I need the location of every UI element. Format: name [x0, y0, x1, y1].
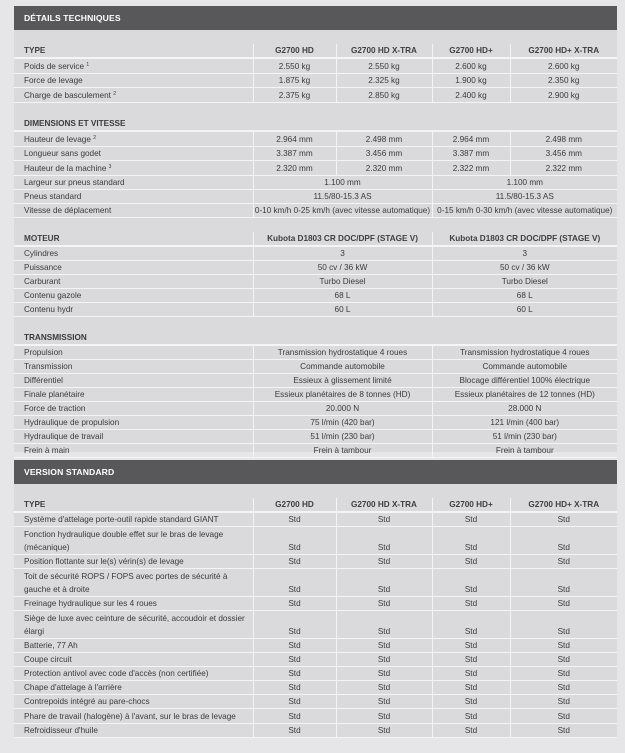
row-value: Std: [510, 611, 617, 639]
row-label: [14, 345, 253, 360]
row-value: 0-10 km/h 0-25 km/h (avec vitesse automatique): [253, 204, 432, 218]
table-row: [14, 303, 617, 317]
table-row: [14, 527, 617, 555]
row-value: Transmission hydrostatique 4 roues: [253, 345, 432, 360]
table-row: [14, 653, 617, 667]
model-header: G2700 HD: [253, 44, 336, 58]
row-label: [14, 416, 253, 430]
row-label: [14, 190, 253, 204]
row-value: 2.964 mm: [253, 131, 336, 147]
row-label-text: Hydraulique de propulsion: [24, 418, 120, 427]
row-value: 2.550 kg: [336, 58, 432, 74]
technical-details-title: DÉTAILS TECHNIQUES: [14, 6, 617, 30]
table-row: [14, 709, 617, 724]
row-label: [14, 512, 253, 527]
row-label-text: Propulsion: [24, 348, 63, 357]
row-value: 60 L: [432, 303, 617, 317]
row-label-text: Hauteur de levage: [24, 135, 91, 144]
row-value: Std: [336, 512, 432, 527]
model-header: G2700 HD+ X-TRA: [510, 498, 617, 512]
row-value: Blocage différentiel 100% électrique: [432, 374, 617, 388]
row-label-text: Position flottante sur le(s) vérin(s) de levage: [24, 557, 184, 566]
row-value: 68 L: [432, 289, 617, 303]
table-row: [14, 261, 617, 275]
row-value: Std: [253, 597, 336, 611]
row-value: Std: [510, 667, 617, 681]
row-value: Essieux planétaires de 12 tonnes (HD): [432, 388, 617, 402]
row-label-text: Force de levage: [24, 76, 83, 85]
row-value: 75 l/min (420 bar): [253, 416, 432, 430]
row-label-text: Longueur sans godet: [24, 149, 101, 158]
row-value: 3.387 mm: [253, 147, 336, 161]
row-value: 1.875 kg: [253, 74, 336, 88]
row-label-text: Transmission: [24, 362, 73, 371]
table-row: [14, 639, 617, 653]
row-value: Std: [336, 653, 432, 667]
row-label-text: Pneus standard: [24, 192, 82, 201]
model-header: G2700 HD X-TRA: [336, 498, 432, 512]
row-value: Std: [253, 653, 336, 667]
row-value: 2.322 mm: [510, 161, 617, 176]
table-row: [14, 360, 617, 374]
table-row: [14, 695, 617, 709]
row-value: 2.400 kg: [432, 88, 510, 103]
row-value: Std: [336, 667, 432, 681]
table-row: [14, 161, 617, 176]
row-value: 1.100 mm: [432, 176, 617, 190]
row-label-text: Finale planétaire: [24, 390, 85, 399]
row-value: Essieux planétaires de 8 tonnes (HD): [253, 388, 432, 402]
row-value: Std: [510, 512, 617, 527]
row-label-text: Différentiel: [24, 376, 63, 385]
row-value: Std: [253, 709, 336, 724]
table-row: [14, 444, 617, 458]
row-value: 2.964 mm: [432, 131, 510, 147]
row-value: Std: [336, 695, 432, 709]
row-label-text: Contrepoids intégré au pare-chocs: [24, 697, 150, 706]
row-value: Std: [510, 527, 617, 555]
row-label: [14, 303, 253, 317]
row-value: Std: [336, 681, 432, 695]
row-label: [14, 597, 253, 611]
row-label-text: Frein à main: [24, 446, 70, 455]
row-value: 2.320 mm: [253, 161, 336, 176]
row-value: Std: [336, 709, 432, 724]
row-label: [14, 147, 253, 161]
type-table: [14, 44, 617, 103]
row-label: [14, 709, 253, 724]
row-label-text: Batterie, 77 Ah: [24, 641, 78, 650]
row-label: [14, 681, 253, 695]
row-label: [14, 58, 253, 74]
table-row: [14, 667, 617, 681]
row-value: Std: [510, 695, 617, 709]
row-label: [14, 402, 253, 416]
model-header: G2700 HD+: [432, 498, 510, 512]
row-value: Std: [253, 569, 336, 597]
row-label: [14, 131, 253, 147]
row-label-text: Siège de luxe avec ceinture de sécurité, accoudoir et dossier élargi: [24, 614, 245, 636]
row-value: Turbo Diesel: [432, 275, 617, 289]
row-value: Std: [253, 695, 336, 709]
row-value: 11.5/80-15.3 AS: [432, 190, 617, 204]
row-label-text: Fonction hydraulique double effet sur le bras de levage (mécanique): [24, 530, 224, 552]
table-row: [14, 88, 617, 103]
row-value: Std: [336, 639, 432, 653]
row-value: Commande automobile: [432, 360, 617, 374]
table-row: [14, 289, 617, 303]
row-value: 121 l/min (400 bar): [432, 416, 617, 430]
row-label-text: Carburant: [24, 277, 61, 286]
footnote-marker: 1: [86, 62, 90, 68]
row-label-text: Poids de service: [24, 62, 85, 71]
row-value: 1.100 mm: [253, 176, 432, 190]
row-value: Std: [336, 569, 432, 597]
row-value: 3.387 mm: [432, 147, 510, 161]
row-value: 3: [432, 246, 617, 261]
table-row: [14, 374, 617, 388]
row-label: [14, 611, 253, 639]
row-label-text: Phare de travail (halogène) à l'avant, sur le bras de levage: [24, 712, 236, 721]
dimensions-table: [14, 117, 617, 218]
row-value: Std: [336, 597, 432, 611]
row-label: [14, 360, 253, 374]
row-label: [14, 527, 253, 555]
row-label: [14, 695, 253, 709]
row-value: Frein à tambour: [253, 444, 432, 458]
row-value: Std: [510, 569, 617, 597]
row-label-text: Contenu gazole: [24, 291, 82, 300]
row-value: Std: [432, 639, 510, 653]
row-value: Std: [432, 555, 510, 569]
row-value: 50 cv / 36 kW: [432, 261, 617, 275]
row-value: 3.456 mm: [510, 147, 617, 161]
model-header: G2700 HD+: [432, 44, 510, 58]
table-row: [14, 204, 617, 218]
row-label-text: Hauteur de la machine: [24, 164, 107, 173]
row-value: 2.550 kg: [253, 58, 336, 74]
row-label: [14, 74, 253, 88]
table-row: [14, 131, 617, 147]
row-value: 3: [253, 246, 432, 261]
table-row: [14, 597, 617, 611]
table-row: [14, 275, 617, 289]
table-row: [14, 388, 617, 402]
row-value: Std: [510, 653, 617, 667]
row-value: Std: [432, 667, 510, 681]
row-value: Std: [432, 709, 510, 724]
row-value: 2.498 mm: [510, 131, 617, 147]
row-value: Std: [253, 512, 336, 527]
row-value: Std: [432, 611, 510, 639]
footnote-marker: 3: [108, 164, 112, 170]
standard-table: [14, 498, 617, 738]
row-value: Std: [510, 555, 617, 569]
row-value: 3.456 mm: [336, 147, 432, 161]
row-value: 2.350 kg: [510, 74, 617, 88]
row-value: 51 l/min (230 bar): [432, 430, 617, 444]
row-value: 60 L: [253, 303, 432, 317]
standard-header-row: [14, 498, 617, 512]
table-row: [14, 512, 617, 527]
row-value: Std: [432, 569, 510, 597]
row-value: Std: [510, 681, 617, 695]
row-label-text: Vitesse de déplacement: [24, 206, 112, 215]
row-value: 2.900 kg: [510, 88, 617, 103]
type-header-row: [14, 44, 617, 58]
table-row: [14, 724, 617, 738]
row-label-text: Refroidisseur d'huile: [24, 726, 98, 735]
row-value: Std: [432, 724, 510, 738]
row-label: [14, 388, 253, 402]
row-label: [14, 444, 253, 458]
standard-version-title: VERSION STANDARD: [14, 460, 617, 484]
row-value: 11.5/80-15.3 AS: [253, 190, 432, 204]
row-value: 68 L: [253, 289, 432, 303]
dimensions-section-row: [14, 117, 617, 131]
transmission-title: TRANSMISSION: [14, 331, 617, 345]
table-row: [14, 569, 617, 597]
row-label: [14, 275, 253, 289]
row-value: 2.850 kg: [336, 88, 432, 103]
row-value: 2.498 mm: [336, 131, 432, 147]
engine-model-header: Kubota D1803 CR DOC/DPF (STAGE V): [253, 232, 432, 246]
dimensions-title: DIMENSIONS ET VITESSE: [14, 117, 617, 131]
row-value: 50 cv / 36 kW: [253, 261, 432, 275]
row-value: Std: [253, 555, 336, 569]
row-label-text: Largeur sur pneus standard: [24, 178, 125, 187]
row-value: 2.375 kg: [253, 88, 336, 103]
row-label: [14, 161, 253, 176]
footnote-marker: 2: [113, 91, 116, 97]
model-header: G2700 HD X-TRA: [336, 44, 432, 58]
row-value: Std: [336, 527, 432, 555]
row-value: 2.600 kg: [510, 58, 617, 74]
table-row: [14, 402, 617, 416]
table-row: [14, 430, 617, 444]
row-value: Std: [253, 611, 336, 639]
standard-version-panel: [14, 460, 617, 738]
row-value: Std: [253, 681, 336, 695]
row-label-text: Protection antivol avec code d'accès (non certifiée): [24, 669, 209, 678]
table-row: [14, 416, 617, 430]
table-row: [14, 58, 617, 74]
row-value: 2.320 mm: [336, 161, 432, 176]
row-value: Std: [336, 555, 432, 569]
row-value: Std: [510, 724, 617, 738]
footnote-marker: 2: [93, 135, 96, 141]
table-row: [14, 246, 617, 261]
row-value: 1.900 kg: [432, 74, 510, 88]
row-value: Commande automobile: [253, 360, 432, 374]
table-row: [14, 176, 617, 190]
row-label-text: Toit de sécurité ROPS / FOPS avec portes de sécurité à gauche et à droite: [24, 572, 228, 594]
row-label: [14, 724, 253, 738]
row-value: Std: [432, 597, 510, 611]
row-label-text: Freinage hydraulique sur les 4 roues: [24, 599, 157, 608]
standard-type-label: TYPE: [14, 498, 253, 512]
row-label: [14, 88, 253, 103]
row-value: Std: [253, 639, 336, 653]
row-label: [14, 653, 253, 667]
technical-details-panel: [14, 6, 617, 455]
row-value: 2.322 mm: [432, 161, 510, 176]
engine-header-row: [14, 232, 617, 246]
row-label-text: Charge de basculement: [24, 91, 111, 100]
row-label: [14, 204, 253, 218]
row-value: 51 l/min (230 bar): [253, 430, 432, 444]
row-label: [14, 555, 253, 569]
table-row: [14, 555, 617, 569]
row-label: [14, 667, 253, 681]
row-value: Std: [510, 639, 617, 653]
row-value: 2.325 kg: [336, 74, 432, 88]
row-value: Frein à tambour: [432, 444, 617, 458]
engine-title: MOTEUR: [14, 232, 253, 246]
row-value: Std: [336, 724, 432, 738]
row-label-text: Coupe circuit: [24, 655, 72, 664]
row-value: Std: [432, 681, 510, 695]
row-value: Essieux à glissement limité: [253, 374, 432, 388]
row-value: 28.000 N: [432, 402, 617, 416]
model-header: G2700 HD: [253, 498, 336, 512]
row-value: Std: [253, 527, 336, 555]
row-label-text: Cylindres: [24, 249, 59, 258]
row-value: Std: [510, 597, 617, 611]
table-row: [14, 345, 617, 360]
engine-table: [14, 232, 617, 317]
type-header-label: TYPE: [14, 44, 253, 58]
row-label: [14, 569, 253, 597]
row-label: [14, 289, 253, 303]
transmission-section-row: [14, 331, 617, 345]
transmission-table: [14, 331, 617, 458]
row-value: Std: [432, 695, 510, 709]
row-value: 20.000 N: [253, 402, 432, 416]
row-label-text: Chape d'attelage à l'arrière: [24, 683, 122, 692]
row-value: Std: [253, 724, 336, 738]
row-value: Turbo Diesel: [253, 275, 432, 289]
row-value: Std: [253, 667, 336, 681]
row-value: Std: [510, 709, 617, 724]
row-label-text: Contenu hydr: [24, 305, 74, 314]
table-row: [14, 147, 617, 161]
table-row: [14, 681, 617, 695]
row-value: Std: [336, 611, 432, 639]
table-row: [14, 190, 617, 204]
row-value: Std: [432, 512, 510, 527]
row-label-text: Hydraulique de travail: [24, 432, 104, 441]
row-label: [14, 176, 253, 190]
table-row: [14, 611, 617, 639]
row-label: [14, 374, 253, 388]
engine-model-header: Kubota D1803 CR DOC/DPF (STAGE V): [432, 232, 617, 246]
row-value: Std: [432, 527, 510, 555]
row-value: 0-15 km/h 0-30 km/h (avec vitesse automatique): [432, 204, 617, 218]
row-label: [14, 261, 253, 275]
model-header: G2700 HD+ X-TRA: [510, 44, 617, 58]
row-label-text: Force de traction: [24, 404, 86, 413]
row-label: [14, 639, 253, 653]
row-label-text: Système d'attelage porte-outil rapide standard GIANT: [24, 515, 219, 524]
row-label: [14, 430, 253, 444]
row-value: Std: [432, 653, 510, 667]
row-value: 2.600 kg: [432, 58, 510, 74]
table-row: [14, 74, 617, 88]
row-label: [14, 246, 253, 261]
row-value: Transmission hydrostatique 4 roues: [432, 345, 617, 360]
row-label-text: Puissance: [24, 263, 62, 272]
